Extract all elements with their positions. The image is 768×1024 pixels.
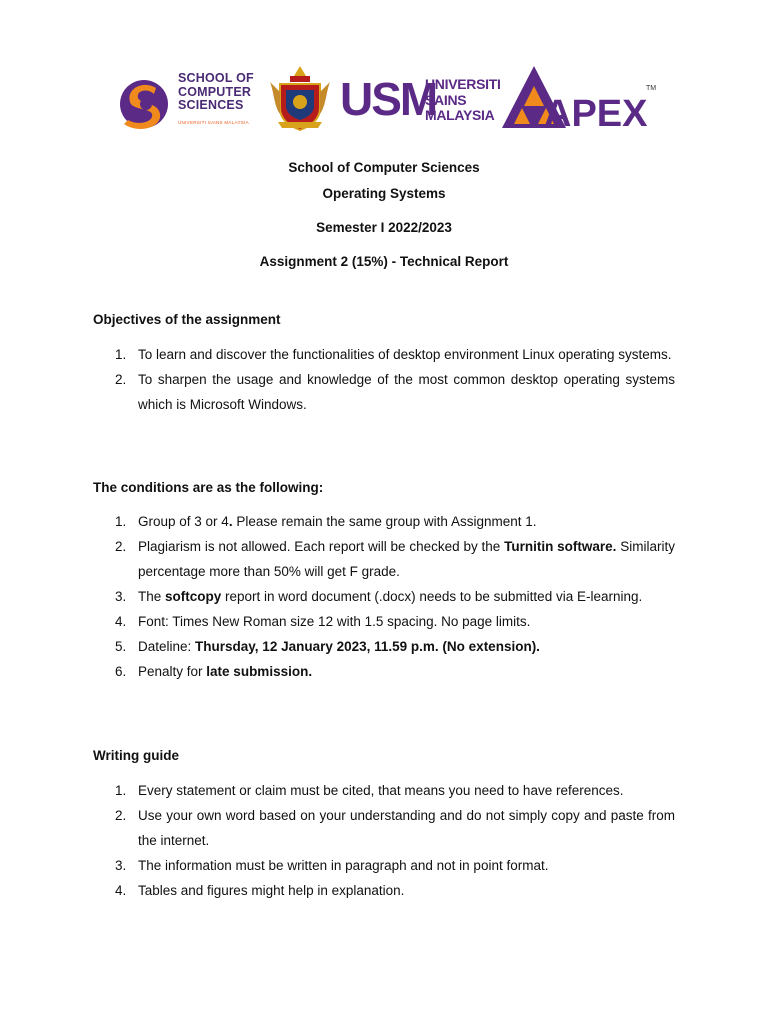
university-crest-logo bbox=[266, 62, 334, 134]
school-heading: School of Computer Sciences bbox=[288, 160, 480, 175]
list-item bbox=[93, 634, 675, 659]
list-item bbox=[93, 584, 675, 609]
semester-heading: Semester I 2022/2023 bbox=[316, 220, 452, 235]
list-number: 3. bbox=[115, 589, 127, 604]
condition-text: Group of 3 or 4 bbox=[138, 514, 229, 529]
usm-line-1: UNIVERSITI bbox=[425, 76, 501, 92]
scs-line-3: SCIENCES bbox=[178, 98, 244, 112]
condition-text: Plagiarism is not allowed. Each report will be checked by the bbox=[138, 539, 505, 554]
list-number: 4. bbox=[115, 614, 127, 629]
condition-bold: Thursday, 12 January 2023, 11.59 p.m. (No extension). bbox=[195, 639, 540, 654]
logo-strip bbox=[0, 60, 768, 140]
conditions-title: The conditions are as the following: bbox=[93, 480, 324, 495]
list-item bbox=[93, 659, 675, 684]
list-number: 1. bbox=[115, 347, 127, 362]
scs-line-2: COMPUTER bbox=[178, 84, 252, 99]
list-item bbox=[93, 878, 675, 903]
objective-text: To learn and discover the functionalities of desktop environment Linux operating systems. bbox=[138, 347, 672, 362]
scs-line-1: SCHOOL OF bbox=[178, 71, 254, 85]
guide-text: Every statement or claim must be cited, that means you need to have references. bbox=[138, 783, 624, 798]
usm-abbrev: USM bbox=[340, 73, 437, 125]
guide-text: Tables and figures might help in explanation. bbox=[138, 883, 405, 898]
list-item bbox=[93, 509, 675, 534]
objectives-title: Objectives of the assignment bbox=[93, 312, 281, 327]
list-number: 5. bbox=[115, 639, 127, 654]
list-number: 2. bbox=[115, 372, 127, 387]
list-number: 2. bbox=[115, 808, 127, 823]
list-number: 4. bbox=[115, 883, 127, 898]
condition-text: Similarity percentage more than 50% will get F grade. bbox=[138, 539, 675, 579]
list-number: 6. bbox=[115, 664, 127, 679]
condition-bold: . bbox=[228, 514, 233, 529]
list-number: 2. bbox=[115, 539, 127, 554]
scs-subtitle: UNIVERSITI SAINS MALAYSIA bbox=[178, 120, 249, 125]
crest-icon bbox=[266, 62, 334, 134]
list-item bbox=[93, 609, 675, 634]
writing-guide-title: Writing guide bbox=[93, 748, 179, 763]
objectives-list bbox=[93, 342, 675, 417]
list-item bbox=[93, 534, 675, 584]
condition-text: Please remain the same group with Assignment 1. bbox=[232, 514, 537, 529]
condition-bold: softcopy bbox=[165, 589, 222, 604]
list-item bbox=[93, 342, 675, 367]
course-heading: Operating Systems bbox=[322, 186, 446, 201]
apex-mark-icon bbox=[500, 64, 660, 132]
condition-bold: Turnitin software. bbox=[504, 539, 617, 554]
writing-guide-list bbox=[93, 778, 675, 903]
list-number: 1. bbox=[115, 514, 127, 529]
condition-text: Dateline: bbox=[138, 639, 196, 654]
conditions-list bbox=[93, 509, 675, 684]
apex-wordmark: APEX bbox=[544, 93, 648, 132]
condition-bold: late submission. bbox=[206, 664, 313, 679]
usm-line-3: MALAYSIA bbox=[425, 107, 495, 123]
school-of-computer-sciences-logo bbox=[118, 70, 258, 130]
assignment-heading: Assignment 2 (15%) - Technical Report bbox=[259, 254, 509, 269]
list-number: 3. bbox=[115, 858, 127, 873]
list-item bbox=[93, 367, 675, 417]
list-item bbox=[93, 853, 675, 878]
usm-logo bbox=[340, 72, 501, 132]
apex-trademark: TM bbox=[646, 85, 657, 92]
condition-text: Penalty for bbox=[138, 664, 207, 679]
apex-logo bbox=[500, 64, 660, 132]
objective-text: To sharpen the usage and knowledge of the most common desktop operating systems which is Microsoft Windows. bbox=[138, 372, 675, 412]
list-number: 1. bbox=[115, 783, 127, 798]
list-item bbox=[93, 778, 675, 803]
usm-line-2: SAINS bbox=[425, 91, 467, 108]
condition-text: The bbox=[138, 589, 166, 604]
scs-emblem-icon bbox=[118, 74, 174, 130]
guide-text: Use your own word based on your understanding and do not simply copy and paste from the internet. bbox=[138, 808, 675, 848]
list-item bbox=[93, 803, 675, 853]
condition-text: Font: Times New Roman size 12 with 1.5 spacing. No page limits. bbox=[138, 614, 531, 629]
guide-text: The information must be written in paragraph and not in point format. bbox=[138, 858, 549, 873]
condition-text: report in word document (.docx) needs to be submitted via E-learning. bbox=[221, 589, 643, 604]
